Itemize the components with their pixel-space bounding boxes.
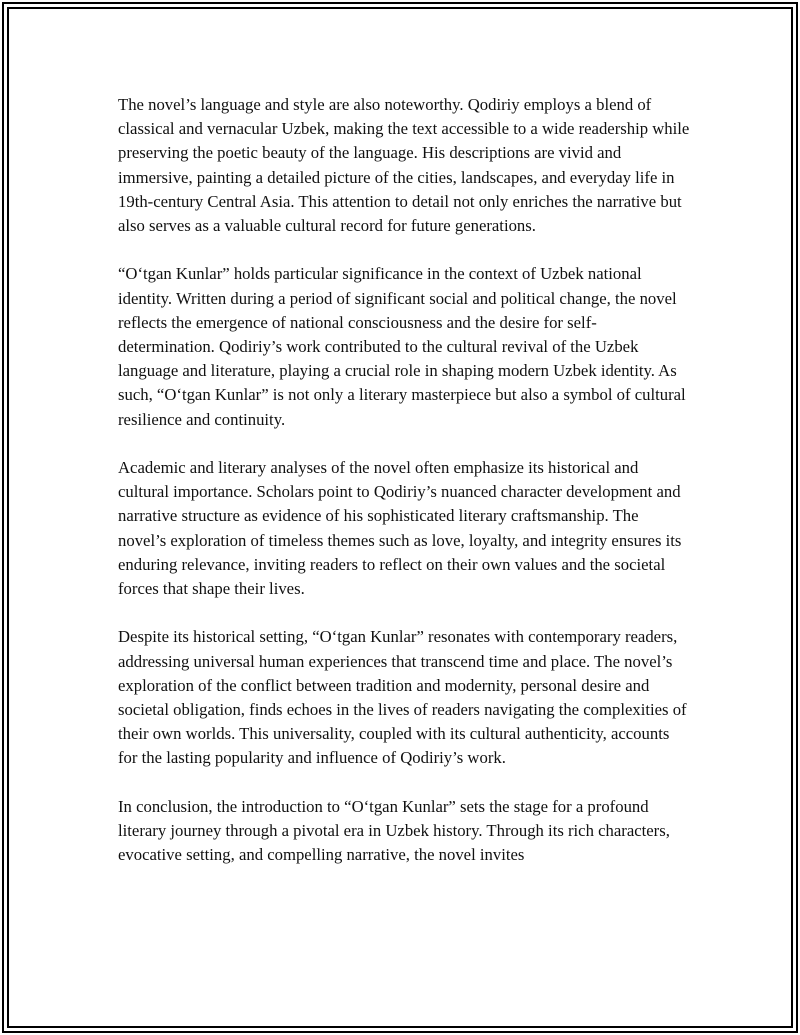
paragraph-academic-analyses: Academic and literary analyses of the novel often emphasize its historical and cultural importance. Scholars point to Qodiriy’s nuanced character development and narrative structure as evidence of his sophisticated literary craftsmanship. The novel’s exploration of timeless themes such as love, loyalty, and integrity ensures its enduring relevance, inviting readers to reflect on their own values and the societal forces that shape their lives. bbox=[118, 458, 682, 599]
paragraph-language-style: The novel’s language and style are also noteworthy. Qodiriy employs a blend of classical and vernacular Uzbek, making the text accessible to a wide readership while preserving the poetic beauty of the language. His descriptions are vivid and immersive, painting a detailed picture of the cities, landscapes, and everyday life in 19th-century Central Asia. This attention to detail not only enriches the narrative but also serves as a valuable cultural record for future generations. bbox=[118, 95, 690, 236]
paragraph-national-identity: “O‘tgan Kunlar” holds particular significance in the context of Uzbek national identity. Written during a period of significant social and political change, the novel reflects the emergence of national consciousness and the desire for self-determination. Qodiriy’s work contributed to the cultural revival of the Uzbek language and literature, playing a crucial role in shaping modern Uzbek identity. As such, “O‘tgan Kunlar” is not only a literary masterpiece but also a symbol of cultural resilience and continuity. bbox=[118, 264, 686, 429]
document-body bbox=[118, 93, 690, 892]
paragraph-contemporary-resonance: Despite its historical setting, “O‘tgan Kunlar” resonates with contemporary readers, addressing universal human experiences that transcend time and place. The novel’s exploration of the conflict between tradition and modernity, personal desire and societal obligation, finds echoes in the lives of readers navigating the complexities of their own worlds. This universality, coupled with its cultural authenticity, accounts for the lasting popularity and influence of Qodiriy’s work. bbox=[118, 627, 687, 768]
paragraph-conclusion: In conclusion, the introduction to “O‘tgan Kunlar” sets the stage for a profound literary journey through a pivotal era in Uzbek history. Through its rich characters, evocative setting, and compelling narrative, the novel invites bbox=[118, 796, 670, 865]
